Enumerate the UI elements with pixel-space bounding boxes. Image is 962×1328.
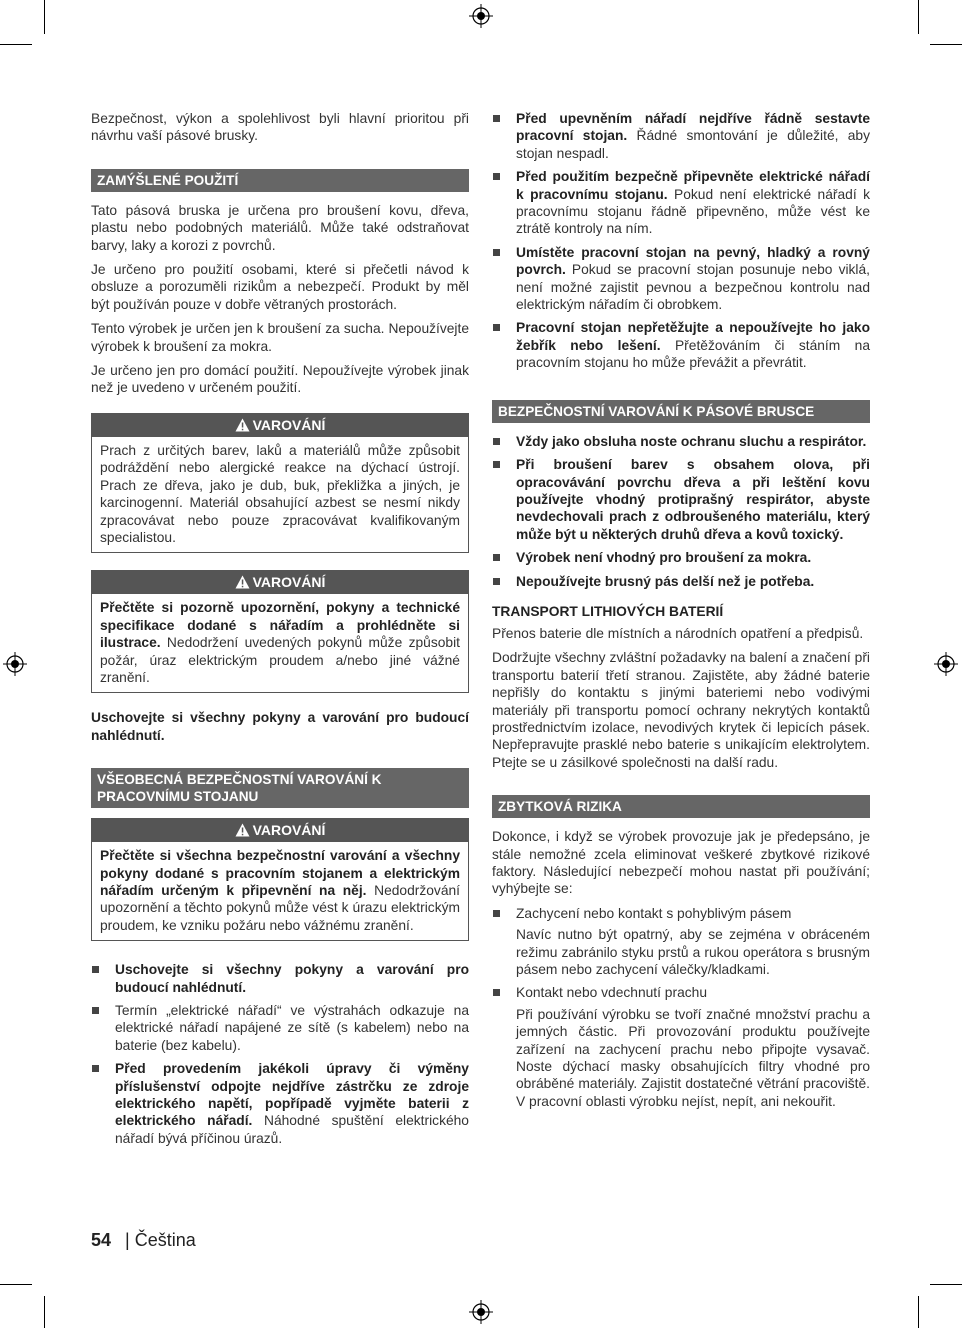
subheading-transport: TRANSPORT LITHIOVÝCH BATERIÍ xyxy=(492,603,724,619)
section-heading-general-safety: VŠEOBECNÁ BEZPEČNOSTNÍ VAROVÁNÍ K PRACOVNÍMU STOJANU xyxy=(91,768,469,808)
list-item: Výrobek není vhodný pro broušení za mokra. xyxy=(492,549,870,566)
list-item: Při broušení barev s obsahem olova, při opracovávání povrchu dřeva a při leštění kovu používejte vhodný protiprašný respirátor, abyste nevdechovali prach z odbroušeného materiálu, který může být u některých druhů dřeva a kovů toxický. xyxy=(492,456,870,543)
intro-text: Bezpečnost, výkon a spolehlivost byli hlavní prioritou při návrhu vaší pásové brusky. xyxy=(91,111,469,144)
crop-mark xyxy=(44,1296,45,1328)
paragraph: Dodržujte všechny zvláštní požadavky na balení a značení při transportu baterií třetí stranou. Zajistěte, aby žádné baterie nepřišly do kontaktu s jinými bateriemi nebo vodivými materiály při transportu pomocí ochrany nekrytých kontaktů prostřednictvím izolace, nevodivých krytek či lepicích pásek. Nepřepravujte prasklé nebo baterie s unikajícím elektrolytem. Ptejte se u zásilkové společnosti na další radu. xyxy=(492,650,870,770)
bullet-list xyxy=(492,110,870,372)
list-item: Pracovní stojan nepřetěžujte a nepoužívejte ho jako žebřík nebo lešení. Přetěžováním či stáním na pracovním stojanu ho může převážit a převrátit. xyxy=(492,319,870,371)
list-item: Před použitím bezpečně připevněte elektrické nářadí k pracovnímu stojanu. Pokud není elektrické nářadí k pracovnímu stojanu řádně připevněno, může vést ke ztrátě kontroly na ním. xyxy=(492,168,870,238)
paragraph: Je určeno jen pro domácí použití. Nepoužívejte výrobek jinak než je uvedeno v určeném použití. xyxy=(91,363,469,396)
list-item: Umístěte pracovní stojan na pevný, hladký a rovný povrch. Pokud se pracovní stojan posunuje nebo viklá, není možné zajistit pevnou a bezpečnou kontrolu nad elektrickým nářadím či obrobkem. xyxy=(492,244,870,314)
right-column xyxy=(492,110,870,1116)
list-item: Před provedením jakékoli úpravy či výměny příslušenství odpojte nejdříve zástrčku ze zdroje elektrického napětí, popřípadě vyjměte baterii z elektrického nářadí. Náhodné spuštění elektrického nářadí bývá příčinou úrazů. xyxy=(91,1060,469,1147)
warning-title xyxy=(92,571,468,594)
registration-mark-icon xyxy=(469,4,493,28)
section-heading-intended-use: ZAMÝŠLENÉ POUŽITÍ xyxy=(91,169,469,192)
bullet-list xyxy=(91,961,469,1147)
paragraph: Tento výrobek je určen jen k broušení za sucha. Nepoužívejte výrobek k broušení za mokra. xyxy=(91,321,469,354)
bullet-icon xyxy=(493,554,500,561)
warning-box xyxy=(91,818,469,941)
list-item: Zachycení nebo kontakt s pohyblivým pásem Navíc nutno být opatrný, aby se zejména v obráceném režimu zabránilo styku prstů a rukou operátora s brusným pásem nebo zachycení válečky/kladkami. xyxy=(492,905,870,979)
warning-text: Nedodržení uvedených pokynů může způsobit požár, úraz elektrickým proudem a/nebo jiné vážné zranění. xyxy=(100,635,460,685)
bullet-icon xyxy=(493,910,500,917)
warning-label: VAROVÁNÍ xyxy=(252,574,326,591)
paragraph: Je určeno pro použití osobami, které si přečetli návod k obsluze a porozuměli rizikům a nebezpečí. Produkt by měl být používán pouze v dobře větraných prostorách. xyxy=(91,262,469,312)
warning-triangle-icon xyxy=(235,823,250,837)
list-item: Kontakt nebo vdechnutí prachu Při používání výrobku se tvoří značné množství prachu a jemných částic. Při provozování produktu používejte zařízení na zachycení prachu nebo připojte vysavač. Noste dýchací masky obsahujících filtry vhodné pro obráběné materiály. Zajistit dostatečné větrání pracoviště. V pracovní oblasti výrobku nejíst, nepít, ani nekouřit. xyxy=(492,984,870,1110)
list-item: Vždy jako obsluha noste ochranu sluchu a respirátor. xyxy=(492,433,870,450)
bullet-icon xyxy=(493,249,500,256)
crop-mark xyxy=(918,1296,919,1328)
bullet-icon xyxy=(493,461,500,468)
crop-mark xyxy=(44,0,45,34)
warning-label: VAROVÁNÍ xyxy=(252,822,326,839)
page-language: | Čeština xyxy=(125,1230,196,1250)
paragraph: Přenos baterie dle místních a národních opatření a předpisů. xyxy=(492,625,864,641)
keep-instructions: Uschovejte si všechny pokyny a varování pro budoucí nahlédnutí. xyxy=(91,710,469,743)
registration-mark-icon xyxy=(934,652,958,676)
crop-mark xyxy=(0,1284,32,1285)
bullet-list xyxy=(492,433,870,590)
warning-text: Prach z určitých barev, laků a materiálů může způsobit podráždění nebo alergické reakce na dýchací ústrojí. Prach ze dřeva, jako je dub, buk, překližka a jiných, je karcinogenní. Materiál obsahující azbest se nesmí nikdy zpracovávat nebo pouze zpracovávat kvalifikovaným specialistou. xyxy=(100,442,460,545)
page-number: 54 xyxy=(91,1230,112,1250)
bullet-icon xyxy=(493,578,500,585)
paragraph: Tato pásová bruska je určena pro broušení kovu, dřeva, plastu nebo podobných materiálů. Může také odstraňovat barvy, laky a korozi z povrchů. xyxy=(91,202,469,253)
warning-title xyxy=(92,414,468,437)
left-column xyxy=(91,110,469,1153)
paragraph: Dokonce, i když se výrobek provozuje jak je předepsáno, je stále nemožné zcela eliminovat veškeré zbytkové rizikové faktory. Následující nebezpečí mohou nastat při používání; vyhýbejte se: xyxy=(492,829,870,897)
bullet-icon xyxy=(493,173,500,180)
crop-mark xyxy=(918,0,919,34)
section-heading-residual-risks: ZBYTKOVÁ RIZIKA xyxy=(492,795,870,818)
page-footer xyxy=(91,1230,196,1251)
warning-label: VAROVÁNÍ xyxy=(252,416,326,433)
section-heading-belt-sander: BEZPEČNOSTNÍ VAROVÁNÍ K PÁSOVÉ BRUSCE xyxy=(492,400,870,423)
bullet-icon xyxy=(493,989,500,996)
list-item: Před upevněním nářadí nejdříve řádně sestavte pracovní stojan. Řádné smontování je důležité, aby stojan nespadl. xyxy=(492,110,870,162)
crop-mark xyxy=(0,44,32,45)
warning-box xyxy=(91,413,469,553)
crop-mark xyxy=(930,44,962,45)
bullet-icon xyxy=(92,1007,99,1014)
list-item: Termín „elektrické nářadí“ ve výstrahách odkazuje na elektrické nářadí napájené ze sítě (s kabelem) nebo na baterie (bez kabelu). xyxy=(91,1002,469,1054)
bullet-icon xyxy=(92,966,99,973)
bullet-icon xyxy=(493,438,500,445)
bullet-list xyxy=(492,905,870,1110)
warning-box xyxy=(91,570,469,693)
list-item: Nepoužívejte brusný pás delší než je potřeba. xyxy=(492,573,870,590)
bullet-icon xyxy=(92,1065,99,1072)
crop-mark xyxy=(930,1284,962,1285)
registration-mark-icon xyxy=(3,652,27,676)
warning-text: Nedodržování upozornění a těchto pokynů může vést k úrazu elektrickým proudem, ke vzniku požáru nebo vážnému zranění. xyxy=(100,882,460,933)
warning-triangle-icon xyxy=(235,418,250,432)
bullet-icon xyxy=(493,115,500,122)
warning-title xyxy=(92,819,468,842)
warning-text-bold: Přečtěte si všechna bezpečnostní varování a všechny pokyny dodané s pracovním stojanem a elektrickým nářadím určeným k připevnění na něj. xyxy=(100,848,460,898)
warning-text-bold: Přečtěte si pozorně upozornění, pokyny a technické specifikace dodané s nářadím a prohlédněte si ilustrace. xyxy=(100,600,460,651)
list-item: Uschovejte si všechny pokyny a varování pro budoucí nahlédnutí. xyxy=(91,961,469,996)
warning-triangle-icon xyxy=(235,575,250,589)
bullet-icon xyxy=(493,324,500,331)
registration-mark-icon xyxy=(469,1300,493,1324)
